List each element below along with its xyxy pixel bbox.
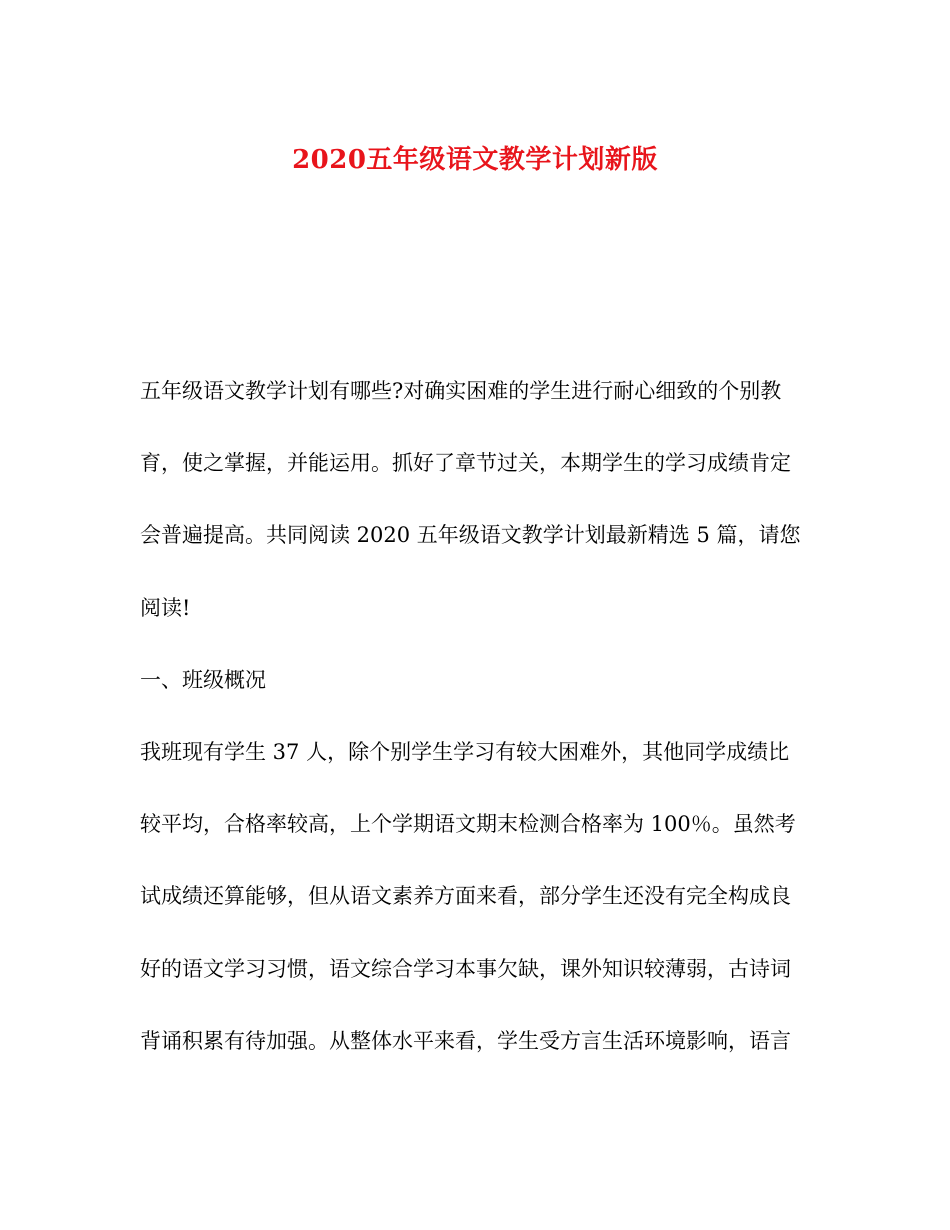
body-line-overview-3: 试成绩还算能够，但从语文素养方面来看，部分学生还没有完全构成良	[140, 884, 791, 909]
body-line-intro-2: 育，使之掌握，并能运用。抓好了章节过关，本期学生的学习成绩肯定	[140, 451, 791, 476]
body-line-intro-4: 阅读!	[140, 595, 191, 620]
body-line-overview-5: 背诵积累有待加强。从整体水平来看，学生受方言生活环境影响，语言	[140, 1028, 791, 1053]
document-title: 2020五年级语文教学计划新版	[292, 145, 658, 175]
body-line-intro-3: 会普遍提高。共同阅读 2020 五年级语文教学计划最新精选 5 篇，请您	[140, 523, 801, 548]
body-line-overview-2: 较平均，合格率较高，上个学期语文期末检测合格率为 100％。虽然考	[140, 812, 796, 837]
body-line-overview-4: 好的语文学习习惯，语文综合学习本事欠缺，课外知识较薄弱，古诗词	[140, 956, 791, 981]
body-line-intro-1: 五年级语文教学计划有哪些?对确实困难的学生进行耐心细致的个别教	[140, 379, 782, 403]
body-line-overview-1: 我班现有学生 37 人，除个别学生学习有较大困难外，其他同学成绩比	[140, 739, 790, 764]
section-heading-class-overview: 一、班级概况	[140, 667, 266, 692]
document-body	[140, 355, 820, 1077]
